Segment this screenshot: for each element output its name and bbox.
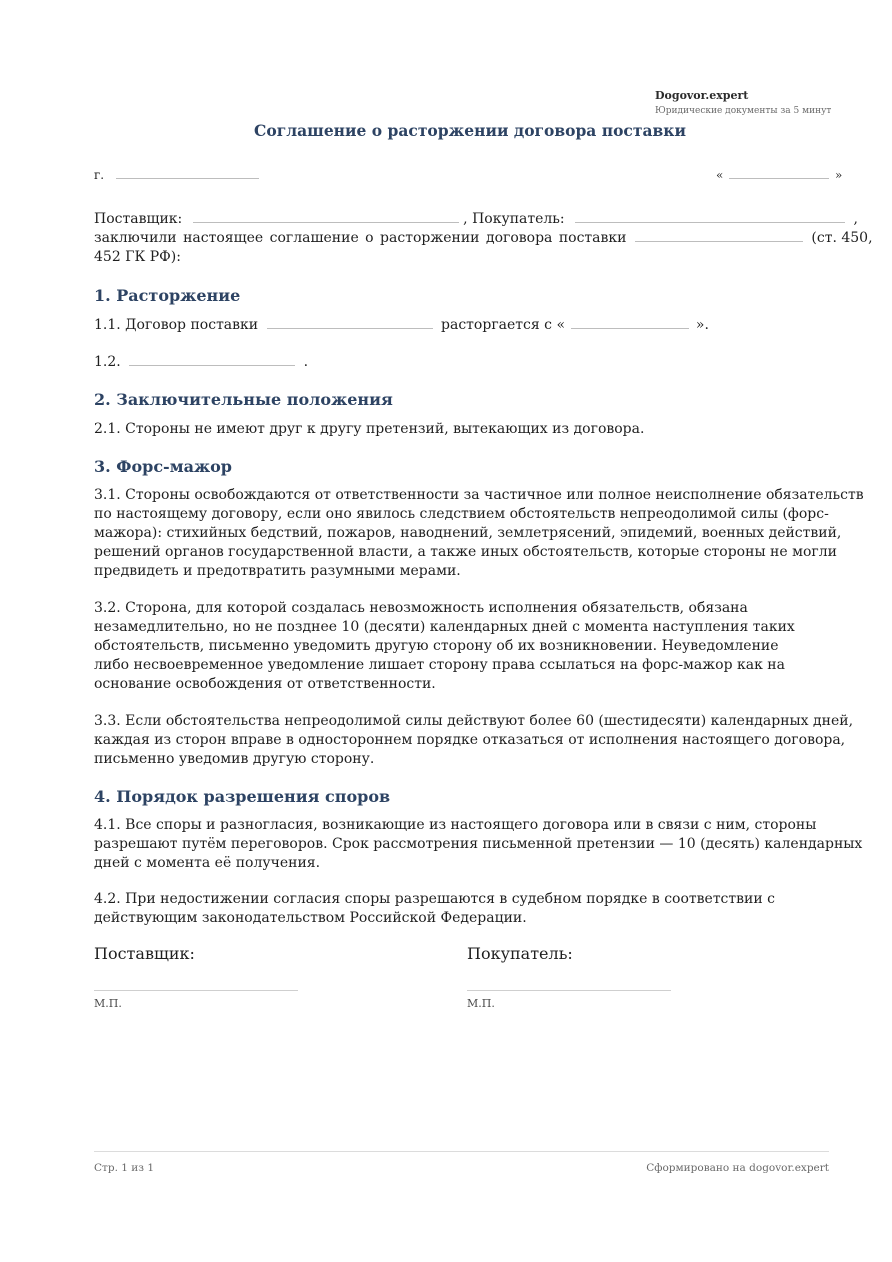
preamble-line-1 — [94, 210, 864, 229]
city-prefix: г. — [94, 168, 105, 182]
termination-date-blank[interactable] — [571, 327, 689, 329]
clause-4-1: 4.1. Все споры и разногласия, возникающие из настоящего договора или в связи с ним, стороны разрешают путём переговоров. Срок рассмотрения письменной претензии — 10 (десять) календарных дней с момента её получения. — [94, 817, 863, 871]
clause-1-1-end: ». — [695, 317, 709, 333]
section-heading-final: 2. Заключительные положения — [94, 390, 393, 409]
preamble-comma: , — [853, 211, 858, 227]
preamble-line-3: 452 ГК РФ): — [94, 249, 181, 265]
clause-1-2 — [94, 353, 874, 372]
clause-2-1: 2.1. Стороны не имеют друг к другу претензий, вытекающих из договора. — [94, 421, 645, 437]
supplier-signature-line[interactable] — [94, 990, 298, 991]
preamble-line-2 — [94, 229, 873, 248]
section-heading-force-majeure: 3. Форс-мажор — [94, 457, 232, 476]
buyer-signature-label: Покупатель: — [467, 944, 573, 963]
date-close-quote: » — [835, 168, 843, 182]
clause-1-2-start: 1.2. — [94, 354, 121, 370]
brand-tagline: Юридические документы за 5 минут — [655, 106, 832, 116]
date-open-quote: « — [716, 168, 724, 182]
page-number: Стр. 1 из 1 — [94, 1162, 155, 1174]
preamble — [94, 210, 873, 267]
brand-name: Dogovor.expert — [655, 89, 749, 102]
preamble-text: заключили настоящее соглашение о расторжении договора поставки — [94, 230, 627, 246]
clause-1-2-blank[interactable] — [129, 364, 295, 366]
city-line — [94, 168, 259, 182]
clause-1-1-mid: расторгается с « — [441, 317, 566, 333]
brand-block — [655, 89, 855, 118]
clause-3-1: 3.1. Стороны освобождаются от ответственности за частичное или полное неисполнение обязательств по настоящему договору, если оно явилось следствием обстоятельств непреодолимой силы (форс-мажора): стихийных бедствий, пожаров, наводнений, землетрясений, эпидемий, военных действий, решений органов государственной власти, а также иных обстоятельств, которые стороны не могли предвидеть и предотвратить разумными мерами. — [94, 487, 864, 579]
generated-by-link[interactable]: Сформировано на dogovor.expert — [646, 1162, 829, 1174]
contract-blank[interactable] — [267, 327, 433, 329]
clause-3-2: 3.2. Сторона, для которой создалась невозможность исполнения обязательств, обязана незамедлительно, но не позднее 10 (десяти) календарных дней с момента наступления таких обстоятельств, письменно уведомить другую сторону об их возникновении. Неуведомление либо несвоевременное уведомление лишает сторону права ссылаться на форс-мажор как на основание освобождения от ответственности. — [94, 600, 795, 692]
date-line — [716, 168, 842, 182]
supplier-blank[interactable] — [193, 221, 459, 223]
section-heading-disputes: 4. Порядок разрешения споров — [94, 787, 391, 806]
clause-1-1-start: 1.1. Договор поставки — [94, 317, 259, 333]
city-blank[interactable] — [116, 177, 259, 179]
footer-divider — [94, 1151, 829, 1152]
contract-number-blank[interactable] — [635, 240, 803, 242]
section-heading-termination: 1. Расторжение — [94, 286, 241, 305]
clause-4-2: 4.2. При недостижении согласия споры разрешаются в судебном порядке в соответствии с действующим законодательством Российской Федерации. — [94, 891, 775, 926]
buyer-signature-line[interactable] — [467, 990, 671, 991]
date-blank[interactable] — [729, 177, 829, 179]
buyer-blank[interactable] — [575, 221, 845, 223]
clause-1-2-end: . — [303, 354, 309, 370]
clause-3-3: 3.3. Если обстоятельства непреодолимой силы действуют более 60 (шестидесяти) календарных дней, каждая из сторон вправе в одностороннем порядке отказаться от исполнения настоящего договора, письменно уведомив другую сторону. — [94, 713, 854, 767]
supplier-signature-label: Поставщик: — [94, 944, 195, 963]
buyer-signature-block — [467, 944, 677, 1010]
supplier-signature-block — [94, 944, 304, 1010]
preamble-article: (ст. 450, — [811, 230, 873, 246]
buyer-stamp-label: М.П. — [467, 997, 495, 1010]
supplier-label: Поставщик: — [94, 211, 183, 227]
supplier-stamp-label: М.П. — [94, 997, 122, 1010]
clause-1-1 — [94, 316, 874, 335]
buyer-label: , Покупатель: — [463, 211, 565, 227]
document-title: Соглашение о расторжении договора поставки — [254, 121, 686, 140]
